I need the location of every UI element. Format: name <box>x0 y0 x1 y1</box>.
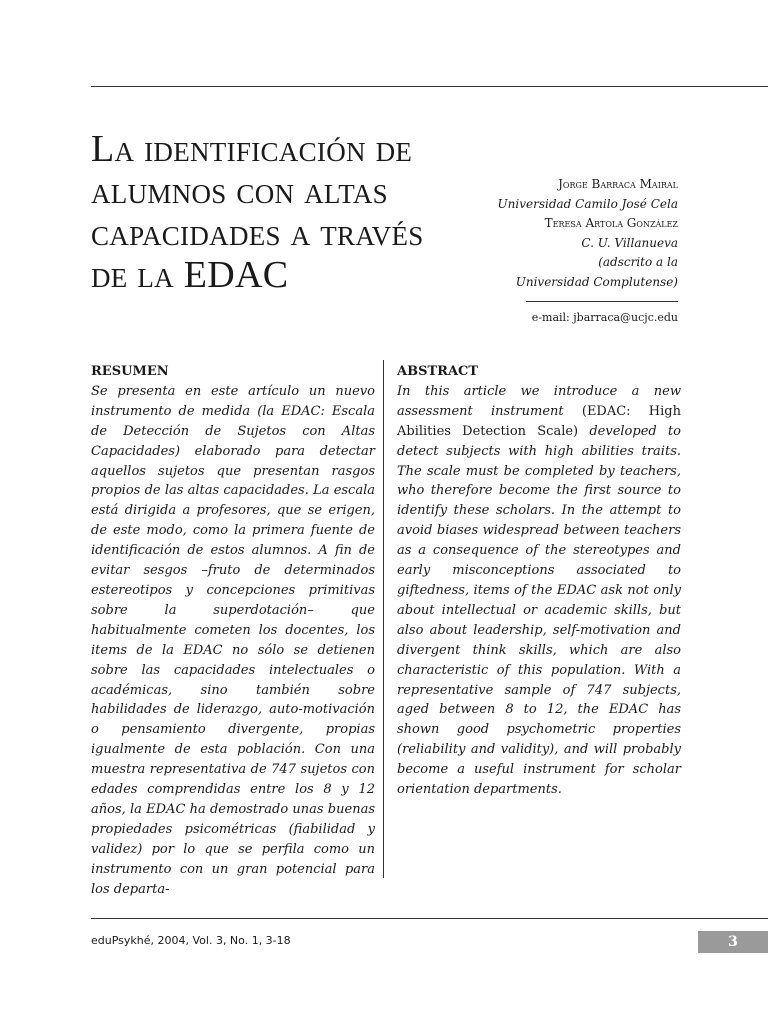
abstract-text <box>397 382 681 800</box>
title-line-3: capacidades a través <box>91 212 424 254</box>
abstract-text-part-4: good psychometric properties (reliability and validity), and will probably become a useful instrument for scholar orientation departments. <box>397 722 681 798</box>
resumen-heading: RESUMEN <box>91 364 169 379</box>
author-2-name: Teresa Artola González <box>544 216 678 230</box>
author-2-affiliation-line-1: C. U. Villanueva <box>581 235 678 250</box>
abstract-text-part-3: developed to detect subjects with high abilities traits. The scale must be completed by teachers, who therefore become the first source to identify these scholars. In the attempt to avoid biases widespread between teachers as a consequence of the stereotypes and early misconceptions associated to giftedness, items of the EDAC ask not only about intellectual or academic skills, but also about leadership, self-motivation and divergent think skills, which are also characteristic of this population. With a representative sample of 747 subjects, aged between 8 to 12, the EDAC has shown <box>397 423 681 738</box>
title-line-2: alumnos con altas <box>91 170 388 212</box>
title-line-4: de la EDAC <box>91 254 289 296</box>
author-block <box>418 175 678 328</box>
author-1-affiliation: Universidad Camilo José Cela <box>497 196 678 211</box>
bottom-rule <box>91 918 768 919</box>
email-divider <box>526 301 678 302</box>
author-1-name: Jorge Barraca Mairal <box>558 177 678 191</box>
author-2-affiliation-line-3: Universidad Complutense) <box>515 274 678 289</box>
page-number: 3 <box>698 931 768 953</box>
resumen-column <box>91 362 375 899</box>
abstract-text-part-2: (EDAC: High Abilities Detection Scale) <box>397 403 681 439</box>
column-divider <box>383 360 384 878</box>
contact-email[interactable]: e-mail: jbarraca@ucjc.edu <box>531 311 678 324</box>
abstract-text-part-1: In this article we introduce a new assessment instrument <box>397 383 681 419</box>
resumen-text: Se presenta en este artículo un nuevo instrumento de medida (la EDAC: Escala de Detección de Sujetos con Altas Capacidades) elaborado para detectar aquellos sujetos que presentan rasgos propios de las altas capacidades. La escala está dirigida a profesores, que se erigen, de este modo, como la primera fuente de identificación de estos alumnos. A fin de evitar sesgos –fruto de determinados estereotipos y concepciones primitivas sobre la superdotación– que habitualmente cometen los docentes, los items de la EDAC no sólo se detienen sobre las capacidades intelectuales o académicas, sino también sobre habilidades de liderazgo, auto-motivación o pensamiento divergente, propias igualmente de esta población. Con una muestra representativa de 747 sujetos con edades comprendidas entre los 8 y 12 años, la EDAC ha demostrado unas buenas propiedades psicométricas (fiabilidad y validez) por lo que se perfila como un instrumento con un gran potencial para los departa- <box>91 383 375 897</box>
title-line-1: La identificación de <box>91 128 413 170</box>
author-2-affiliation-line-2: (adscrito a la <box>598 255 678 269</box>
abstract-heading: ABSTRACT <box>397 364 479 379</box>
abstract-column <box>397 362 681 800</box>
top-rule <box>91 86 768 87</box>
journal-citation: eduPsykhé, 2004, Vol. 3, No. 1, 3-18 <box>91 934 291 947</box>
